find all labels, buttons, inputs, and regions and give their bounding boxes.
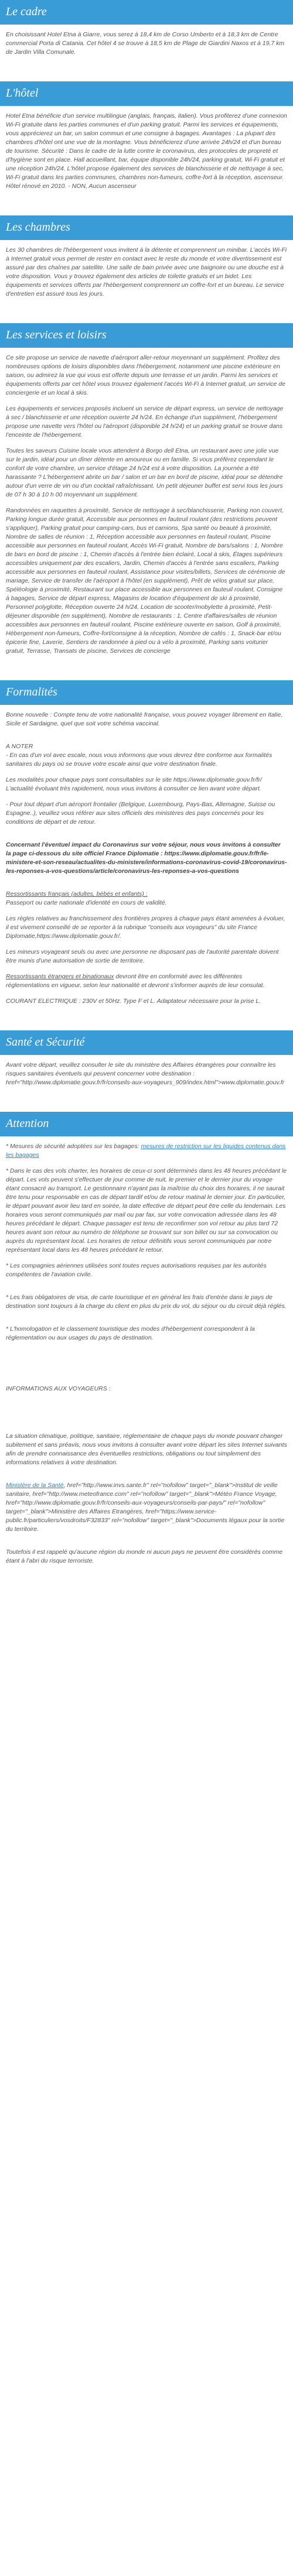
section-chambres bbox=[0, 246, 293, 299]
formalites-foreign-text: devront être en conformité avec les différentes réglementations en vigueur, selon leur nationalité et devront s'informer auprès de leur consulat. bbox=[6, 973, 265, 989]
section-attention bbox=[0, 1142, 293, 1342]
section-hotel bbox=[0, 112, 293, 191]
ministere-sante-link[interactable]: Ministère de la Santé bbox=[6, 1482, 64, 1489]
section-cadre bbox=[0, 30, 293, 57]
services-paragraph-4: Randonnées en raquettes à proximité, Service de nettoyage à sec/blanchisserie, Parking non couvert, Parking longue durée gratuit, Accessible aux personnes en fauteuil roulant (des restrictions peuvent s'appliquer), Parking gratuit pour camping-cars, bus et camions, Spa santé ou beauté à proximité, Nombre de salles de réunion : 1, Réception accessible aux personnes en fauteuil roulant, Piscine accessible aux personnes en fauteuil roulant, Accès Wi-Fi gratuit, Nombre de bars/salons : 1, Nombre de bars en bord de piscine : 1, Chemin d'accès à l'entrée bien éclairé, Local à skis, Étages supérieurs accessibles uniquement par des escaliers, Jardin, Chemin d'accès à l'entrée sans escaliers, Parking accessible aux personnes en fauteuil roulant, Assistance pour visites/billets, Services de cérémonie de mariage, Service de transfer de l'aéroport à l'hôtel (en supplément), Prêt de vélos gratuit sur place, Spéléologie à proximité, Restaurant sur place accessible aux personnes en fauteuil roulant, Consigne à bagages, Service de départ express, Magasins de location d'équipement de ski à proximité, Personnel polyglotte, Réception ouverte 24 h/24, Location de scooter/mobylette à proximité, Petit-déjeuner disponible (en supplément), Nombre de restaurants : 1, Centre d'affaires/salles de réunion accessibles aux personnes en fauteuil roulant, Piscine extérieure ouverte en saison, Golf à proximité, Hébergement non-fumeurs, Coffre-fort/consigne à la réception, Nombre de cafés : 1, Snack-bar et/ou épicerie fine, Laverie, Sentiers de randonnée à pied ou à vélo à proximité, Parking sans voiturier gratuit, Terrasse, Transats de piscine, Services de concierge bbox=[6, 507, 285, 655]
liquids-restriction-link[interactable]: mesures de restriction sur les liquides contenus dans les bagages bbox=[6, 1143, 286, 1159]
section-title-chambres: Les chambres bbox=[0, 215, 293, 240]
services-paragraph-3: Toutes les saveurs Cuisine locale vous attendent à Borgo dell Etna, un restaurant avec une jolie vue sur le jardin, idéal pour un dîner détente en amoureux ou en famille. Si vous préférez cependant le confort de votre chambre, un service d'étage 24 h/24 est à votre disposition. La journée a été harassante ? L'hébergement abrite un bar / salon et un bar en bord de piscine, idéal pour se détendre autour d'un verre de vin ou d'un cocktail rafraîchissant. Un petit déjeuner buffet est servi tous les jours de 07 h 30 à 10 h 00 moyennant un supplément. bbox=[6, 447, 283, 498]
formalites-rules-text: Les règles relatives au franchissement des frontières propres à chaque pays étant amenées à évoluer, il est vivement conseillé de se reporter à la rubrique "conseils aux voyageurs" du site France Diplomatie,https://www.diplomatie.gouv.fr/. bbox=[6, 915, 285, 940]
formalites-departure: - Pour tout départ d'un aéroport frontalier (Belgique, Luxembourg, Pays-Bas, Allemagne, Suisse ou Espagne..), veuillez vous référer aux sites officiels des ministères des pays concernés pour les conditions de départ et de retour. bbox=[6, 801, 275, 825]
section-services bbox=[0, 354, 293, 656]
attention-visa: * Les frais obligatoires de visa, de carte touristique et en général les frais d'entrée dans le pays de destination sont toujours à la charge du client en plus du prix du vol, du séjour ou du circuit déjà réglés. bbox=[6, 1294, 287, 1310]
section-formalites bbox=[0, 711, 293, 1006]
formalites-minors-text: Les mineurs voyageant seuls ou avec une personne ne disposant pas de l'autorité parentale doivent être munis d'une autorisation de sortie de territoire. bbox=[6, 948, 279, 964]
formalites-note-text: - En cas d'un vol avec escale, nous vous informons que vous devrez être conforme aux formalités sanitaires du pays où se trouve votre escale ainsi que votre destination finale. bbox=[6, 752, 272, 768]
sante-text: Avant votre départ, veuillez consulter le site du ministère des Affaires étrangères pour connaître les risques sanitaires éventuels qui peuvent concerner votre destination : href="http://www.diplomatie.gouv.fr/fr/conseils-aux-voyageurs_909/index.html">www.diplomatie.gouv.fr bbox=[6, 1061, 285, 1086]
formalites-foreign-title: Ressortissants étrangers et binationaux bbox=[6, 973, 114, 980]
section-title-sante: Santé et Sécurité bbox=[0, 1030, 293, 1055]
section-title-services: Les services et loisirs bbox=[0, 323, 293, 348]
formalites-ressortissants-fr-text: Passeport ou carte nationale d'identité en cours de validité. bbox=[6, 899, 167, 906]
services-paragraph-1: Ce site propose un service de navette d'aéroport aller-retour moyennant un supplément. Profitez des nombreuses options de loisirs disponibles dans l'hébergement, notamment une piscine extérieure en saison, ou admirez la vue qui vous est offerte depuis une terrasse et un jardin. Parmi les services et équipements offerts par cet hôtel vous trouvez également l'accès Wi-Fi à Internet gratuit, un service de conciergerie et un local à skis. bbox=[6, 354, 285, 396]
attention-charter: * Dans le cas des vols charter, les horaires de ceux-ci sont déterminés dans les 48 heures précédant le départ. Les vols peuvent s'effectuer de jour comme de nuit, le premier et le dernier jour du voyage étant consacré au transport. Le gestionnaire n'ayant pas la maîtrise du choix des horaires, il ne saurait être tenu pour responsable en cas de départ tardif et/ou de retour matinal le dernier jour. En particulier, le départ pouvant avoir lieu tard en soirée, la date effective de départ peut être celle du lendemain. Les horaires vous seront communiqués par mail ou par fax, sur votre convocation adressée dans les 48 heures précédant le départ. Chaque passager est tenu de reconfirmer son vol retour au plus tard 72 heures avant son retour au numéro de téléphone se trouvant sur son billet ou sur sa convocation ou auprès du représentant local. Les horaires de retour définitifs vous seront communiqués par notre représentant local dans les 48 heures précédant le retour. bbox=[6, 1167, 287, 1253]
section-title-cadre: Le cadre bbox=[0, 0, 293, 25]
formalites-ressortissants-fr-title: Ressortissants français (adultes, bébés et enfants) : bbox=[6, 890, 148, 898]
cadre-paragraph: En choisissant Hotel Etna à Giarre, vous serez à 18,4 km de Corso Umberto et à 18,3 km de Centre commercial Porta di Catania. Cet hôtel 4 se trouve à 18,5 km de Plage de Giardini Naxos et à 19,7 km de Jardin Villa Comunale. bbox=[6, 31, 285, 56]
section-infos bbox=[0, 1385, 293, 1566]
chambres-paragraph: Les 30 chambres de l'hébergement vous invitent à la détente et comprennent un minibar. L'accès Wi-Fi à Internet gratuit vous permet de rester en contact avec le reste du monde et votre divertissement est assuré par des chaînes par satellite. Une salle de bain privée avec une baignoire ou une douche est à votre disposition. Vous y trouvez également des articles de toilette gratuits et un bidet. Les équipements et services offerts par l'hébergement comprennent un coffre-fort et un bureau. Le service d'entretien est assuré tous les jours. bbox=[6, 246, 287, 297]
section-title-formalites: Formalités bbox=[0, 680, 293, 705]
section-title-attention: Attention bbox=[0, 1112, 293, 1136]
section-title-hotel: L'hôtel bbox=[0, 81, 293, 106]
section-sante bbox=[0, 1061, 293, 1087]
infos-links-rest: , href="http://www.invs.sante.fr" rel="nofollow" target="_blank">Institut de veille sanitaire, href="http://www.meteofrance.com" rel="nofollow" target="_blank">Météo France Voyage, href="http://www.diplomatie.gouv.fr/fr/conseils-aux-voyageurs/conseils-par-pays/" rel="nofollow" target="_blank">Ministère des Affaires Etrangères, href="https://www.service-public.fr/particuliers/vosdroits/F32833" rel="nofollow" target="_blank">Documents légaux pour la sortie du territoire. bbox=[6, 1482, 285, 1533]
formalites-foreign bbox=[6, 972, 287, 990]
services-paragraph-2: Les équipements et services proposés incluent un service de départ express, un service de nettoyage à sec / blanchisserie et une réception ouverte 24 h/24. En échange d'un supplément, l'hébergement propose une navette vers l'hôtel ou l'aéroport (disponible 24 h/24) et un parking gratuit se trouve dans l'enceinte de l'hébergement. bbox=[6, 405, 284, 439]
attention-luggage-prefix: * Mesures de sécurité adoptées sur les bagages: bbox=[6, 1143, 141, 1150]
formalites-current-text: COURANT ELECTRIQUE : 230V et 50Hz. Type F et L. Adaptateur nécessaire pour la prise L. bbox=[6, 998, 261, 1005]
infos-paragraph-3: Toutefois il est rappelé qu'aucune région du monde ni aucun pays ne peuvent être considérés comme étant à l'abri du risque terroriste. bbox=[6, 1549, 283, 1564]
infos-paragraph-1: La situation climatique, politique, sanitaire, réglementaire de chaque pays du monde pouvant changer subitement et sans préavis, nous vous invitons à consulter avant votre départ les sites Internet suivants afin de prendre connaissance des éventuelles restrictions, obligations ou tout simplement des informations relatives à votre destination. bbox=[6, 1433, 287, 1466]
formalites-note-label: A NOTER bbox=[6, 743, 33, 750]
formalites-intro: Bonne nouvelle : Compte tenu de votre nationalité française, vous pouvez voyager librement en Italie, Sicile et Sardaigne, quel que soit votre schéma vaccinal. bbox=[6, 711, 283, 727]
infos-links bbox=[6, 1481, 287, 1534]
formalites-modalities: Les modalités pour chaque pays sont consultables sur le site https://www.diplomatie.gouv.fr/fr/ L'actualité évoluant très rapidement, nous vous invitons à consulter ce lien avant votre départ. bbox=[6, 776, 262, 792]
hotel-paragraph: Hotel Etna bénéficie d'un service multilingue (anglais, français, italien). Vous profiterez d'une connexion Wi-Fi gratuite dans les parties communes et d'un parking gratuit. Parmi les services et équipements, vous apprécierez un bar, un salon commun et une consigne à bagages. Avantages : La plupart des chambres d'hôtel ont une vue de la montagne. Vous bénéficierez d'une arrivée 24h/24 et d'un bureau de tourisme. Sécurité : Dans le cadre de la lutte contre le coronavirus, des protocoles de propreté et d'hygiène sont en place. Hall accueillant, bar, équipe disponible 24h/24, parking gratuit, Wi-Fi gratuit et une réception 24h/24. L'hôtel propose également des services de blanchisserie et de nettoyage à sec, Wi-Fi gratuit dans les parties communes, chambres non-fumeurs, coffre-fort à la réception, ascenseur. Hôtel rénové en 2010. - NON, Aucun ascenseur bbox=[6, 112, 287, 190]
attention-homologation: * L'homologation et le classement touristique des modes d'hébergement correspondent à la réglementation ou aux usages du pays de destination. bbox=[6, 1325, 255, 1341]
infos-title: INFORMATIONS AUX VOYAGEURS : bbox=[6, 1385, 111, 1392]
attention-luggage bbox=[6, 1142, 287, 1160]
attention-airlines: * Les compagnies aériennes utilisées sont toutes reçues autorisations requises par les autorités compétentes de l'aviation civile. bbox=[6, 1262, 267, 1278]
formalites-covid-notice: Concernant l'éventuel impact du Coronavirus sur votre séjour, nous vous invitons à consulter la page ci-dessous du site officiel France Diplomatie : https://www.diplomatie.gouv.fr/fr/le-ministere-et-son-reseau/actualites-du-ministere/informations-coronavirus-covid-19/coronavirus-les-reponses-a-vos-questions/article/coronavirus-les-reponses-a-vos-questions bbox=[6, 841, 287, 875]
